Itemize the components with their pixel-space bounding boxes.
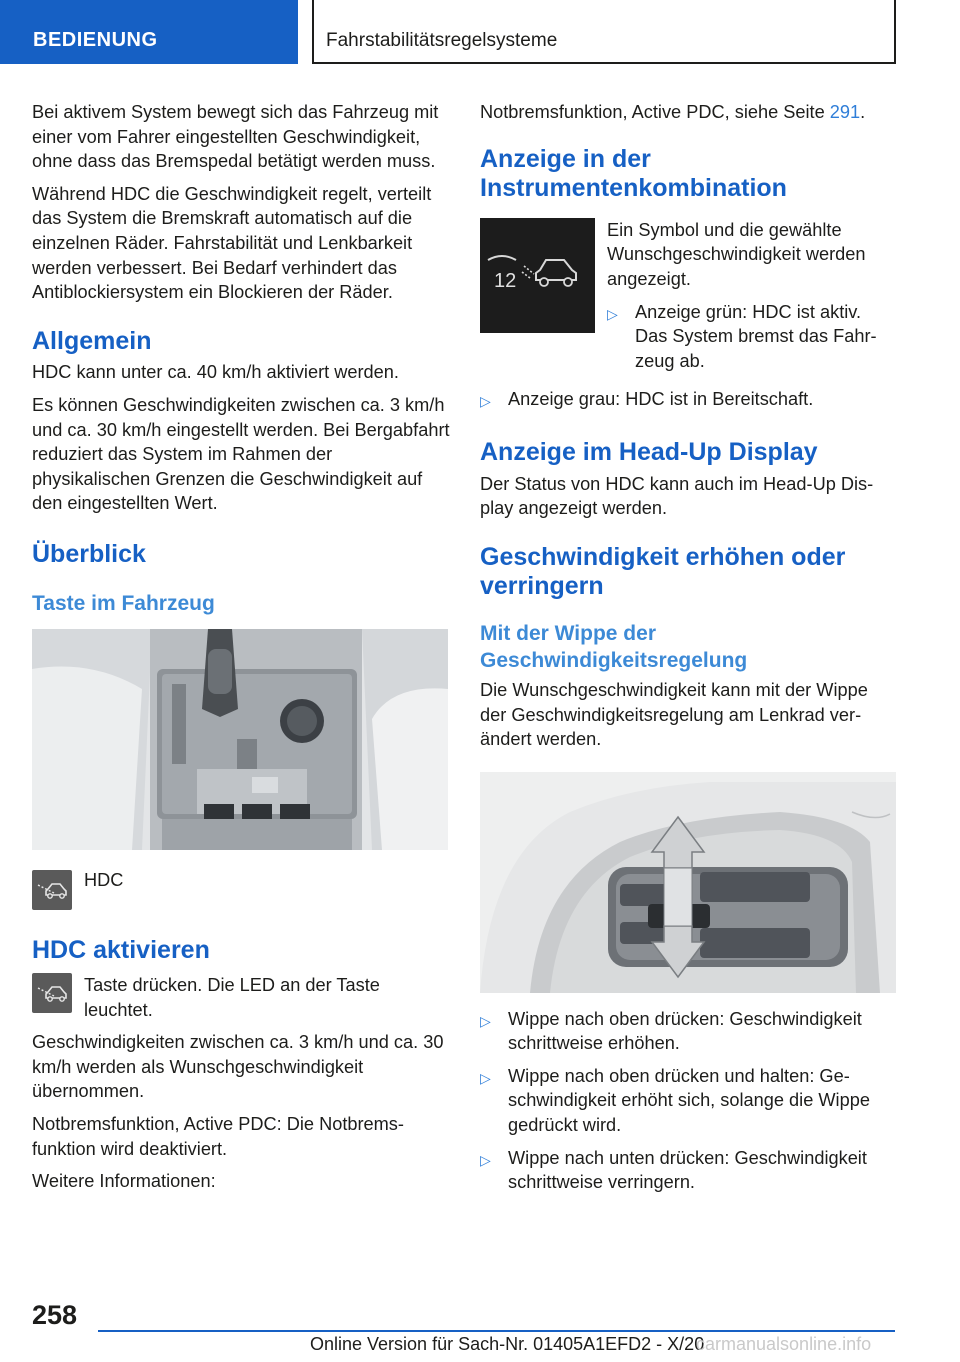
intro-paragraph-2: Während HDC die Geschwindigkeit regelt, verteilt das System die Bremskraft automatisch auf die einzelnen Räder. Fahrstabilität und Lenkbarkeit werden verbessert. Bei Bedarf verhindert das Antiblockiersystem ein Blockieren der Räder. (32, 183, 432, 303)
section-tab (0, 0, 298, 64)
footer-watermark: carmanualsonline.info (696, 1334, 872, 1354)
page-number: 258 (32, 1300, 78, 1330)
instrument-bullet-1 (607, 300, 896, 374)
page-header-title (312, 0, 896, 64)
left-column (32, 100, 450, 1202)
wippe-bullet-3-text: Wippe nach unten drücken: Geschwindigkeit schrittweise verringern. (508, 1147, 867, 1193)
wippe-bullet-1-text: Wippe nach oben drücken: Geschwindigkeit schrittweise erhöhen. (508, 1008, 862, 1054)
chapter-title: Fahrstabilitätsregelsysteme (326, 30, 558, 51)
heading-hdc-aktivieren: HDC aktivieren (32, 935, 210, 964)
allgemein-paragraph-2: Es können Geschwindigkeiten zwischen ca. 3 km/h und ca. 30 km/h eingestellt werden. Bei Bergabfahrt reduziert das System im Rahmen der physikalischen Grenzen die Geschwindigkeit auf den eingestellten Wert. (32, 394, 450, 514)
hdc-icon (32, 870, 72, 910)
right-column (480, 100, 896, 1203)
footer-version-text: Online Version für Sach-Nr. 01405A1EFD2 - X/20 (310, 1334, 705, 1354)
heading-wippe: Mit der Wippe der Geschwindigkeitsregelung (480, 621, 748, 672)
triangle-right-icon: ▷ (480, 1069, 491, 1086)
steering-wheel-rocker-photo (480, 772, 896, 993)
hdc-label: HDC (84, 869, 124, 890)
footer-divider (98, 1330, 895, 1332)
instrument-text: Ein Symbol und die gewählte Wunschgeschwindigkeit werden angezeigt. (607, 219, 866, 289)
center-console-photo (32, 629, 448, 850)
instrument-cluster-image (480, 218, 595, 333)
hdc-button-icon (32, 973, 72, 1013)
triangle-right-icon: ▷ (480, 1012, 491, 1029)
heading-speed: Geschwindigkeit erhöhen oder verringern (480, 542, 846, 601)
allgemein-paragraph-1: HDC kann unter ca. 40 km/h aktiviert werden. (32, 362, 399, 383)
triangle-right-icon: ▷ (607, 305, 618, 322)
activate-paragraph-2: Notbremsfunktion, Active PDC: Die Notbremsfunktion wird deaktiviert. (32, 1114, 404, 1159)
instrument-bullet-1-text: Anzeige grün: HDC ist aktiv. Das System bremst das Fahrzeug ab. (635, 301, 877, 371)
instrument-section (480, 218, 896, 382)
triangle-right-icon: ▷ (480, 1151, 491, 1168)
hdc-legend (32, 870, 450, 910)
activate-text: Taste drücken. Die LED an der Taste leuchtet. (84, 975, 380, 1020)
heading-anzeige-instrument: Anzeige in der Instrumentenkombination (480, 144, 787, 203)
heading-hud: Anzeige im Head-Up Display (480, 437, 818, 466)
continuation-paragraph (480, 100, 896, 125)
wippe-bullet-3 (480, 1146, 896, 1195)
activate-paragraph-1: Geschwindigkeiten zwischen ca. 3 km/h und ca. 30 km/h werden als Wunschgeschwindigkeit übernommen. (32, 1032, 444, 1102)
intro-paragraph-1: Bei aktivem System bewegt sich das Fahrzeug mit einer vom Fahrer eingestellten Geschwindigkeit, ohne dass das Bremspedal betätigt werden muss. (32, 102, 439, 172)
cluster-speed-readout: 12 (494, 269, 517, 292)
continuation-text: Notbremsfunktion, Active PDC, siehe Seite (480, 102, 830, 122)
section-label: BEDIENUNG (33, 29, 158, 51)
wippe-bullet-1 (480, 1007, 896, 1056)
activate-instruction (32, 973, 450, 1022)
heading-taste: Taste im Fahrzeug (32, 591, 215, 615)
heading-ueberblick: Überblick (32, 539, 146, 568)
heading-allgemein: Allgemein (32, 326, 152, 355)
wippe-bullet-2 (480, 1064, 896, 1138)
continuation-end: . (860, 102, 866, 122)
wippe-bullet-2-text: Wippe nach oben drücken und halten: Geschwindigkeit erhöht sich, solange die Wippe gedrückt wird. (508, 1065, 870, 1136)
wippe-paragraph: Die Wunschgeschwindigkeit kann mit der Wippe der Geschwindigkeitsregelung am Lenkrad verändert werden. (480, 679, 868, 750)
hud-paragraph: Der Status von HDC kann auch im Head-Up Display angezeigt werden. (480, 473, 874, 519)
page-link-291[interactable]: 291 (829, 102, 861, 122)
wippe-bullet-list (480, 1007, 896, 1195)
instrument-bullet-2-text: Anzeige grau: HDC ist in Bereitschaft. (508, 389, 814, 410)
triangle-right-icon: ▷ (480, 393, 491, 410)
activate-paragraph-3: Weitere Informationen: (32, 1171, 216, 1192)
instrument-bullet-2 (480, 387, 896, 414)
